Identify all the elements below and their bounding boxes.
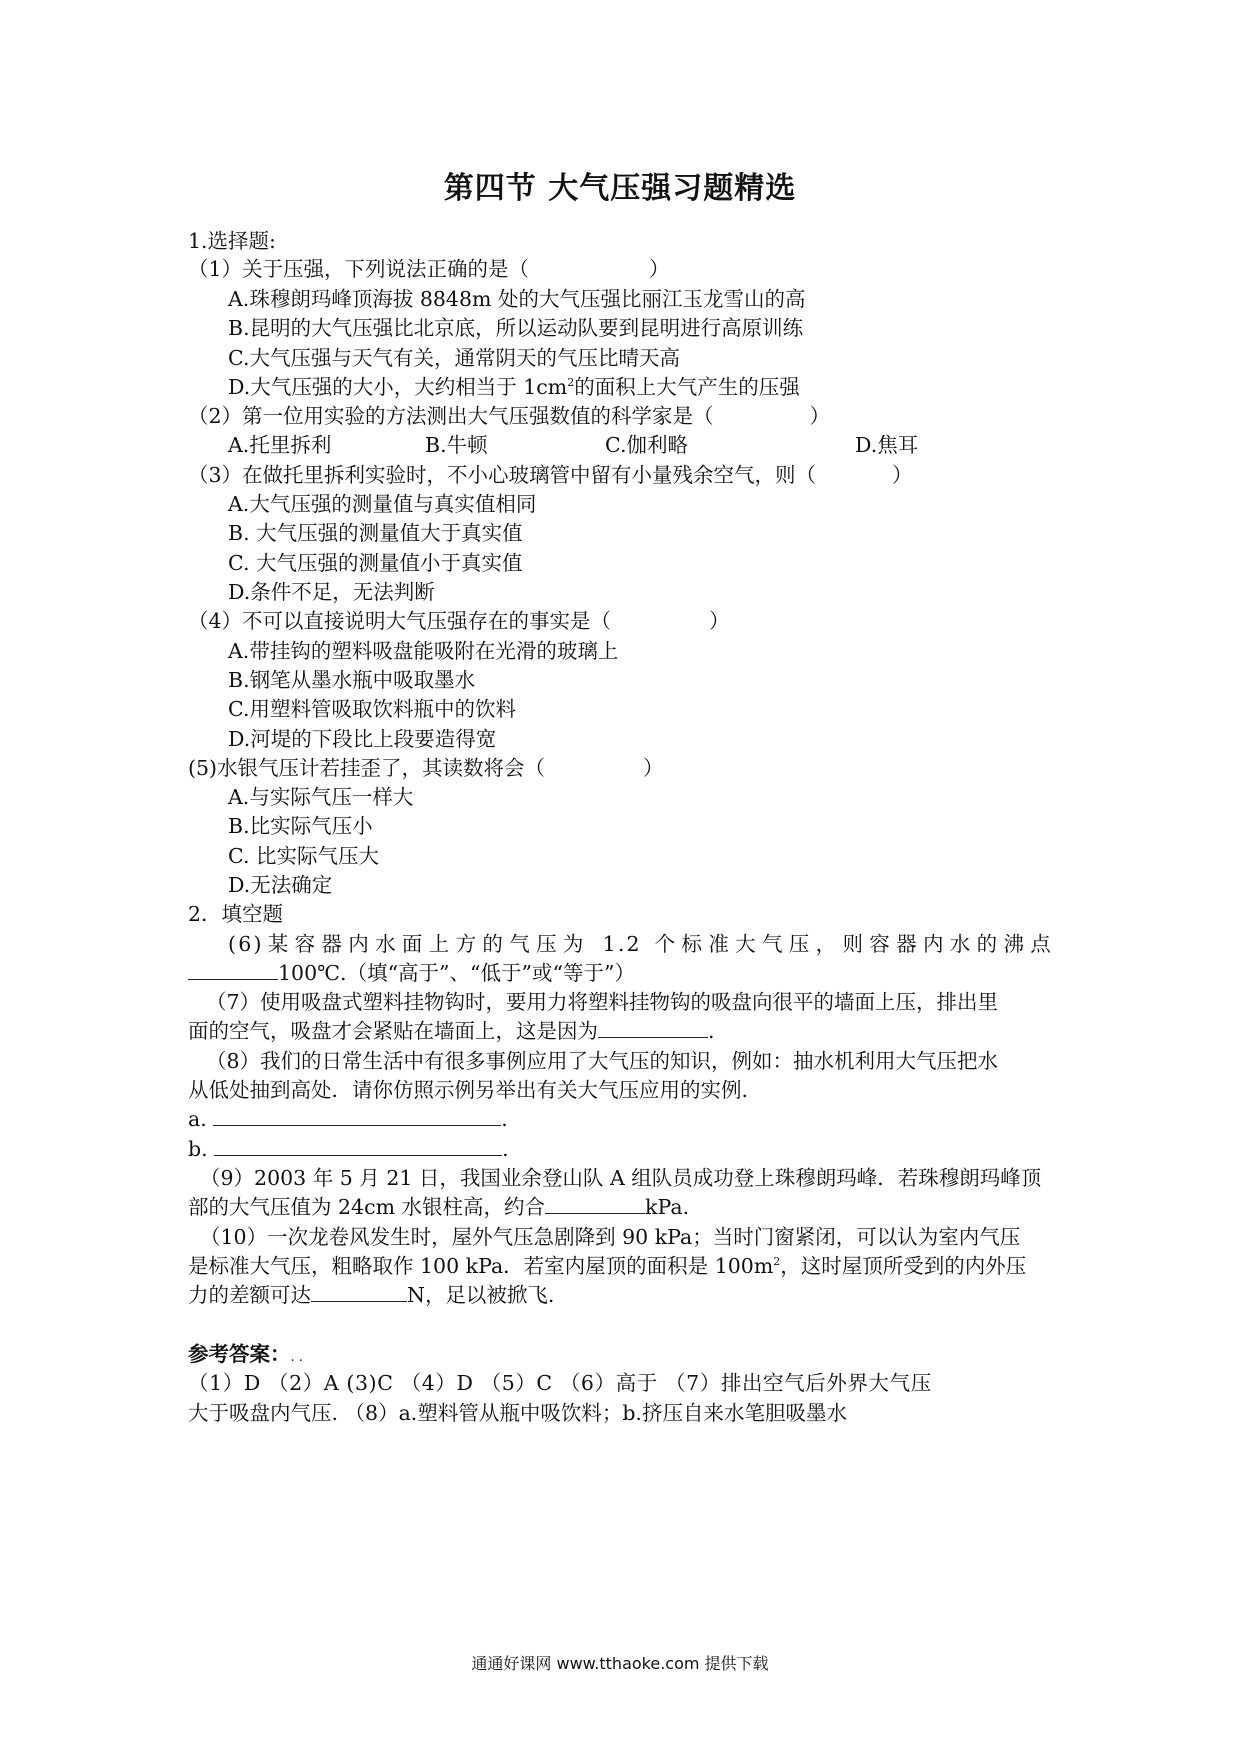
question-4-stem <box>188 606 730 636</box>
answer-blank-b[interactable] <box>214 1137 502 1156</box>
page-footer: 通通好课网 www.tthaoke.com 提供下载 <box>471 1654 769 1673</box>
page-title: 第四节 大气压强习题精选 <box>443 171 797 206</box>
question-3-text: （3）在做托里拆利实验时，不小心玻璃管中留有小量残余空气，则（ <box>188 463 817 487</box>
answers-line-2: 大于吸盘内气压. （8）a.塑料管从瓶中吸饮料；b.挤压自来水笔胆吸墨水 <box>188 1401 847 1425</box>
answer-blank[interactable] <box>545 1195 645 1214</box>
question-9-text: 部的大气压值为 24cm 水银柱高，约合 <box>188 1195 546 1219</box>
question-5-option-c: C. 比实际气压大 <box>228 844 379 868</box>
question-1-option-c: C.大气压强与天气有关，通常阴天的气压比晴天高 <box>228 346 680 370</box>
question-6-text: 100℃.（填“高于”、“低于”或“等于”） <box>278 961 635 985</box>
question-9-line-1: （9）2003 年 5 月 21 日，我国业余登山队 A 组队员成功登上珠穆朗玛峰．若珠穆朗玛峰顶 <box>200 1166 1042 1190</box>
question-10-line-3 <box>188 1280 554 1310</box>
question-4-text: （4）不可以直接说明大气压强存在的事实是（ <box>188 609 612 633</box>
period: . <box>502 1137 509 1161</box>
answer-blank[interactable] <box>311 1283 407 1302</box>
question-5-option-d: D.无法确定 <box>228 873 333 897</box>
question-2-text: （2）第一位用实验的方法测出大气压强数值的科学家是（ <box>188 404 714 428</box>
label-b: b. <box>188 1137 208 1161</box>
question-5-stem <box>188 753 664 783</box>
answer-blank[interactable] <box>598 1019 708 1038</box>
question-1-paren: ） <box>649 257 670 281</box>
section-heading-fill: 2．填空题 <box>188 902 284 926</box>
superscript: 2 <box>773 1255 781 1269</box>
question-8-answer-b <box>188 1134 509 1164</box>
label-a: a. <box>188 1107 207 1131</box>
question-4-option-c: C.用塑料管吸取饮料瓶中的饮料 <box>228 697 516 721</box>
question-6-line-2 <box>188 958 635 988</box>
answer-blank[interactable] <box>188 961 278 980</box>
question-10-text: 力的差额可达 <box>188 1283 311 1307</box>
question-1-option-a: A.珠穆朗玛峰顶海拔 8848m 处的大气压强比丽江玉龙雪山的高 <box>228 287 806 311</box>
question-5-paren: ） <box>643 756 664 780</box>
question-3-paren: ） <box>892 463 913 487</box>
question-3-option-d: D.条件不足，无法判断 <box>228 580 435 604</box>
question-7-line-2 <box>188 1016 715 1046</box>
question-2-stem <box>188 401 830 431</box>
dots: . . <box>290 1350 303 1365</box>
question-4-option-d: D.河堤的下段比上段要造得宽 <box>228 727 497 751</box>
question-4-option-b: B.钢笔从墨水瓶中吸取墨水 <box>228 668 476 692</box>
question-8-answer-a <box>188 1104 508 1134</box>
question-1-option-b: B.昆明的大气压强比北京底，所以运动队要到昆明进行高原训练 <box>228 316 804 340</box>
question-3-option-c: C. 大气压强的测量值小于真实值 <box>228 551 523 575</box>
option-d-text: D.大气压强的大小，大约相当于 1cm <box>228 375 568 399</box>
question-7-line-1: （7）使用吸盘式塑料挂物钩时，要用力将塑料挂物钩的吸盘向很平的墙面上压，排出里 <box>206 990 999 1014</box>
question-7-text: 面的空气，吸盘才会紧贴在墙面上，这是因为 <box>188 1019 598 1043</box>
question-2-paren: ） <box>809 404 831 428</box>
question-5-option-b: B.比实际气压小 <box>228 814 373 838</box>
question-10-line-2 <box>188 1251 1026 1281</box>
question-8-line-1: （8）我们的日常生活中有很多事例应用了大气压的知识，例如：抽水机利用大气压把水 <box>206 1049 999 1073</box>
question-5-option-a: A.与实际气压一样大 <box>228 785 414 809</box>
question-10-text-end: N，足以被掀飞. <box>407 1283 555 1307</box>
question-1-stem <box>188 254 670 284</box>
question-8-line-2: 从低处抽到高处．请你仿照示例另举出有关大气压应用的实例. <box>188 1078 749 1102</box>
period: . <box>501 1107 508 1131</box>
question-6-line-1: (6)某容器内水面上方的气压为 1.2 个标准大气压，则容器内水的沸点 <box>228 932 1053 956</box>
question-2-option-a: A.托里拆利 <box>228 433 332 457</box>
question-4-paren: ） <box>709 609 730 633</box>
question-3-option-b: B. 大气压强的测量值大于真实值 <box>228 521 523 545</box>
question-4-option-a: A.带挂钩的塑料吸盘能吸附在光滑的玻璃上 <box>228 639 619 663</box>
question-5-text: (5)水银气压计若挂歪了，其读数将会（ <box>188 756 546 780</box>
section-heading-choice: 1.选择题: <box>188 229 276 253</box>
question-2-option-c: C.伽利略 <box>605 433 688 457</box>
question-2-option-d: D.焦耳 <box>855 433 919 457</box>
option-d-text-end: 的面积上大气产生的压强 <box>574 375 800 399</box>
answers-line-1: （1）D （2）A (3)C （4）D （5）C （6）高于 （7）排出空气后外界大气压 <box>188 1371 932 1395</box>
question-10-line-1: （10）一次龙卷风发生时，屋外气压急剧降到 90 kPa；当时门窗紧闭，可以认为室内气压 <box>200 1225 1021 1249</box>
period: . <box>708 1019 715 1043</box>
question-10-text-end: ，这时屋顶所受到的内外压 <box>780 1254 1027 1278</box>
question-2-option-b: B.牛顿 <box>425 433 488 457</box>
superscript: 2 <box>567 376 575 390</box>
question-3-stem <box>188 460 913 490</box>
unit-kpa: kPa. <box>645 1195 690 1219</box>
question-3-option-a: A.大气压强的测量值与真实值相同 <box>228 492 537 516</box>
question-9-line-2 <box>188 1192 689 1222</box>
question-1-option-d <box>228 372 800 402</box>
question-1-text: （1）关于压强，下列说法正确的是（ <box>188 257 530 281</box>
question-10-text: 是标准大气压，粗略取作 100 kPa．若室内屋顶的面积是 100m <box>188 1254 774 1278</box>
answer-blank-a[interactable] <box>213 1107 501 1126</box>
answers-heading-text: 参考答案： <box>188 1342 291 1366</box>
